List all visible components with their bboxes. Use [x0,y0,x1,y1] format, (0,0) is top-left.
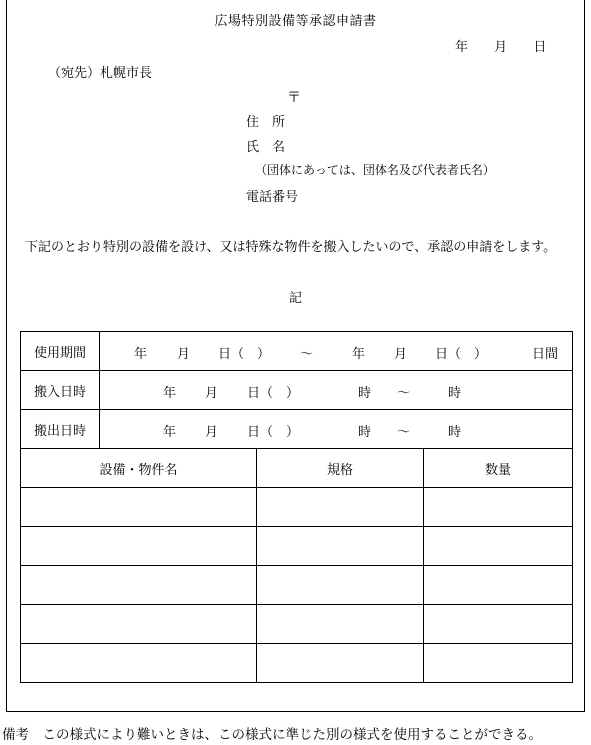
application-table [20,331,573,683]
item-name-cell[interactable] [21,488,257,527]
phone-label: 電話番号 [246,190,299,205]
carry-in-label: 搬入日時 [21,371,100,410]
column-header-item-name: 設備・物件名 [21,449,257,488]
carry-out-month: 月 [205,425,219,440]
name-label: 氏 名 [246,140,286,155]
usage-month1: 月 [177,347,191,362]
carry-out-year: 年 [163,425,177,440]
usage-month2: 月 [394,347,408,362]
quantity-cell[interactable] [424,644,573,683]
carry-in-tilde: ～ [397,386,411,401]
carry-in-day: 日（ ） [247,386,300,401]
spec-cell[interactable] [257,644,424,683]
item-name-cell[interactable] [21,527,257,566]
carry-in-field[interactable] [100,371,573,410]
spec-cell[interactable] [257,527,424,566]
date-day-label: 日 [533,40,547,55]
item-name-cell[interactable] [21,605,257,644]
spec-cell[interactable] [257,566,424,605]
usage-year2: 年 [352,347,366,362]
usage-tilde: ～ [300,347,314,362]
table-row [21,566,573,605]
column-header-quantity: 数量 [424,449,573,488]
table-row [21,605,573,644]
date-line [455,36,546,55]
item-name-cell[interactable] [21,644,257,683]
carry-in-row [21,371,573,410]
usage-days: 日間 [532,347,559,362]
table-row [21,527,573,566]
usage-year1: 年 [134,347,148,362]
carry-in-hour2: 時 [448,386,462,401]
spec-cell[interactable] [257,488,424,527]
form-title: 広場特別設備等承認申請書 [214,14,377,29]
quantity-cell[interactable] [424,488,573,527]
usage-day1: 日（ ） [218,347,271,362]
address-label: 住 所 [246,115,286,130]
table-row [21,488,573,527]
carry-in-year: 年 [163,386,177,401]
carry-out-field[interactable] [100,410,573,449]
request-text: 下記のとおり特別の設備を設け、又は特殊な物件を搬入したいので、承認の申請をします。 [25,240,557,255]
ki-heading: 記 [288,291,302,306]
carry-out-hour2: 時 [448,425,462,440]
carry-out-day: 日（ ） [247,425,300,440]
table-row [21,644,573,683]
footer-note: 備考 この様式により難いときは、この様式に準じた別の様式を使用することができる。 [2,727,542,743]
postal-mark: 〒 [287,90,301,106]
carry-out-label: 搬出日時 [21,410,100,449]
carry-in-month: 月 [205,386,219,401]
usage-day2: 日（ ） [435,347,488,362]
quantity-cell[interactable] [424,527,573,566]
organization-note: （団体にあっては、団体名及び代表者氏名） [255,163,495,177]
quantity-cell[interactable] [424,566,573,605]
addressee: （宛先）札幌市長 [48,66,153,81]
carry-in-hour1: 時 [358,386,372,401]
items-header-row [21,449,573,488]
spec-cell[interactable] [257,605,424,644]
date-month-label: 月 [494,40,508,55]
date-year-label: 年 [455,40,469,55]
column-header-spec: 規格 [257,449,424,488]
usage-period-label: 使用期間 [21,332,100,371]
item-name-cell[interactable] [21,566,257,605]
carry-out-tilde: ～ [397,425,411,440]
usage-period-field[interactable] [100,332,573,371]
usage-period-row [21,332,573,371]
quantity-cell[interactable] [424,605,573,644]
carry-out-hour1: 時 [358,425,372,440]
carry-out-row [21,410,573,449]
